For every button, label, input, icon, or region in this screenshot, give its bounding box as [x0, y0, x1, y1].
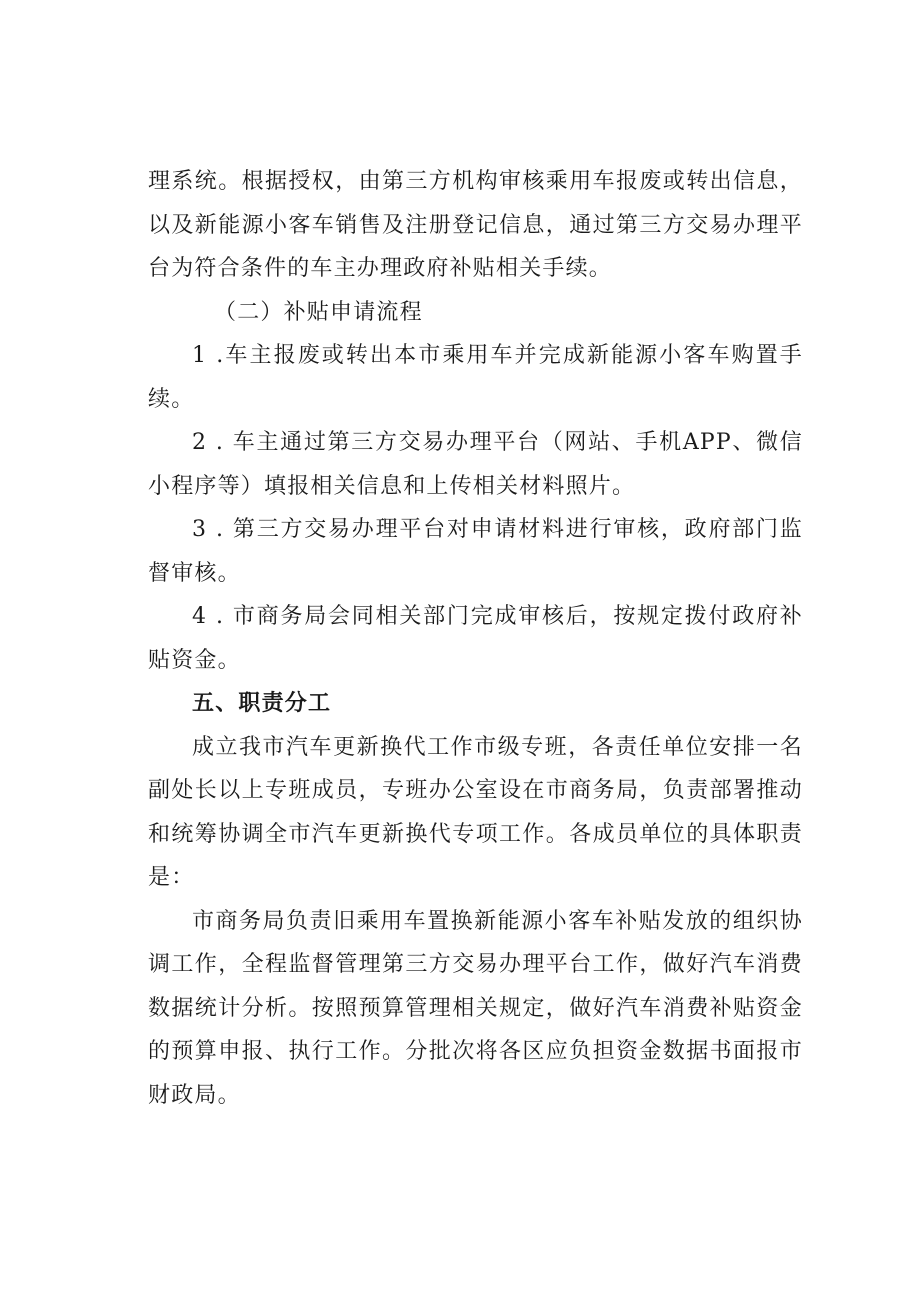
process-step-1: 1 .车主报废或转出本市乘用车并完成新能源小客车购置手续。	[148, 343, 803, 412]
subheading-subsidy-process: （二）补贴申请流程	[214, 299, 423, 325]
paragraph-task-force: 成立我市汽车更新换代工作市级专班，各责任单位安排一名副处长以上专班成员，专班办公室设在市商务局，负责部署推动和统筹协调全市汽车更新换代专项工作。各成员单位的具体职责是：	[148, 734, 803, 890]
process-step-4: 4 . 市商务局会同相关部门完成审核后，按规定拨付政府补贴资金。	[148, 604, 803, 673]
paragraph-commerce-bureau: 市商务局负责旧乘用车置换新能源小客车补贴发放的组织协调工作，全程监督管理第三方交易办理平台工作，做好汽车消费数据统计分析。按照预算管理相关规定，做好汽车消费补贴资金的预算申报、执行工作。分批次将各区应负担资金数据书面报市财政局。	[148, 908, 803, 1108]
process-step-2: 2 . 车主通过第三方交易办理平台（网站、手机APP、微信小程序等）填报相关信息和上传相关材料照片。	[148, 430, 803, 499]
document-page	[148, 160, 803, 1117]
process-step-3: 3 . 第三方交易办理平台对申请材料进行审核，政府部门监督审核。	[148, 517, 803, 586]
paragraph-continuation: 理系统。根据授权，由第三方机构审核乘用车报废或转出信息，以及新能源小客车销售及注册登记信息，通过第三方交易办理平台为符合条件的车主办理政府补贴相关手续。	[148, 169, 803, 281]
section-heading-responsibilities: 五、职责分工	[192, 691, 332, 716]
